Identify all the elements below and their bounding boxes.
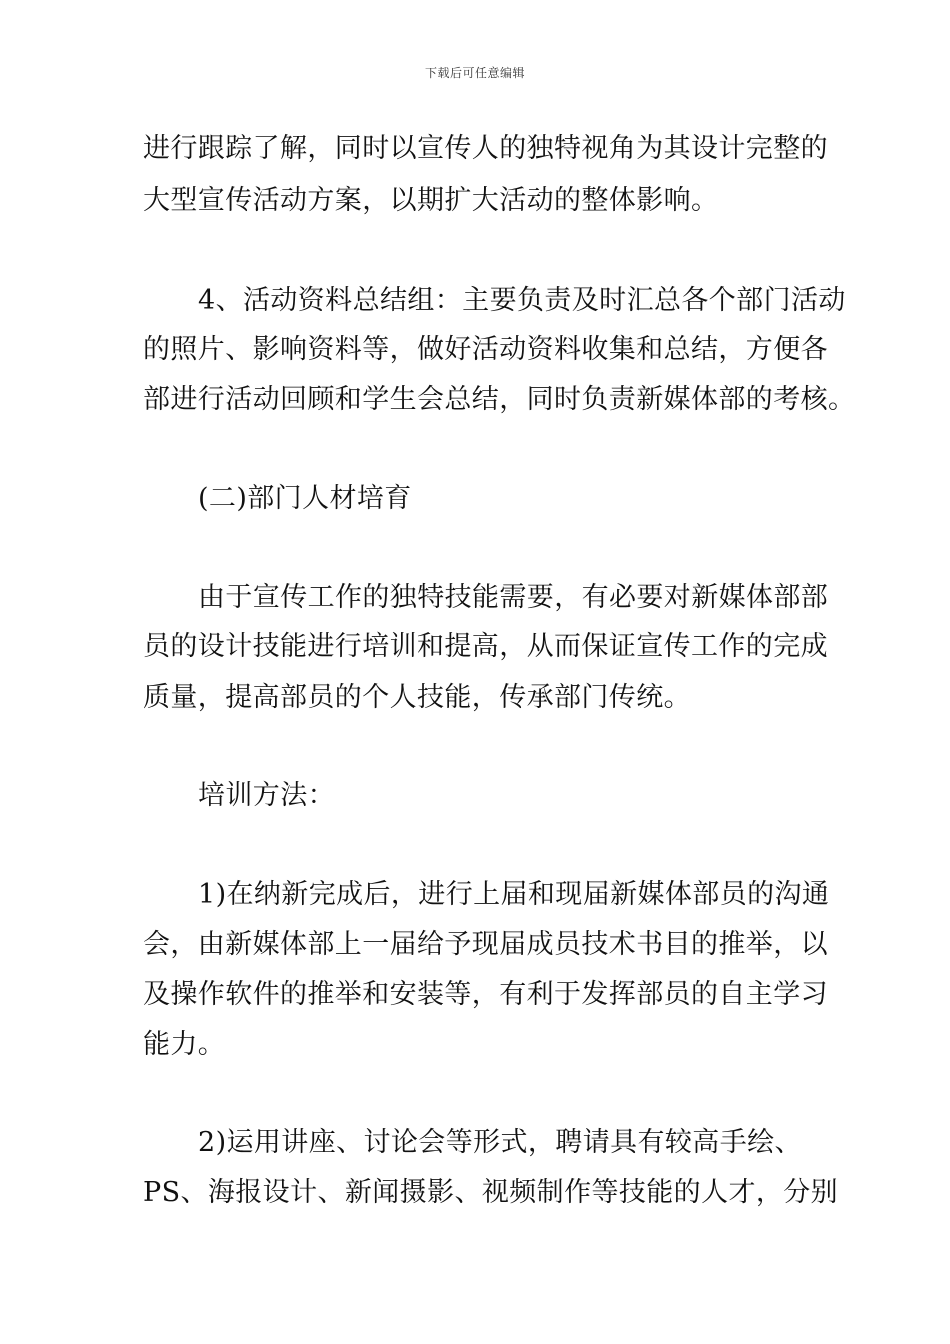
body-line: 的照片、影响资料等，做好活动资料收集和总结，方便各 — [143, 334, 828, 365]
body-line: 及操作软件的推举和安装等，有利于发挥部员的自主学习 — [143, 979, 828, 1010]
body-line: 部进行活动回顾和学生会总结，同时负责新媒体部的考核。 — [143, 384, 856, 415]
body-line: 质量，提高部员的个人技能，传承部门传统。 — [143, 682, 691, 713]
body-line: 进行跟踪了解，同时以宣传人的独特视角为其设计完整的 — [143, 133, 828, 164]
body-line: 能力。 — [143, 1029, 226, 1060]
body-line: 1)在纳新完成后，进行上届和现届新媒体部员的沟通 — [198, 879, 830, 910]
section-heading: (二)部门人材培育 — [198, 483, 412, 514]
body-line: 4、活动资料总结组：主要负责及时汇总各个部门活动 — [198, 285, 846, 316]
body-line: 大型宣传活动方案，以期扩大活动的整体影响。 — [143, 185, 719, 216]
body-line: 2)运用讲座、讨论会等形式，聘请具有较高手绘、 — [198, 1127, 802, 1158]
body-line: 由于宣传工作的独特技能需要，有必要对新媒体部部 — [198, 582, 829, 613]
body-line: 员的设计技能进行培训和提高，从而保证宣传工作的完成 — [143, 631, 828, 662]
body-line: 会，由新媒体部上一届给予现届成员技术书目的推举，以 — [143, 929, 828, 960]
subheading: 培训方法： — [198, 780, 335, 811]
body-line: PS、海报设计、新闻摄影、视频制作等技能的人才，分别 — [143, 1177, 839, 1208]
page-header: 下载后可任意编辑 — [424, 66, 525, 80]
